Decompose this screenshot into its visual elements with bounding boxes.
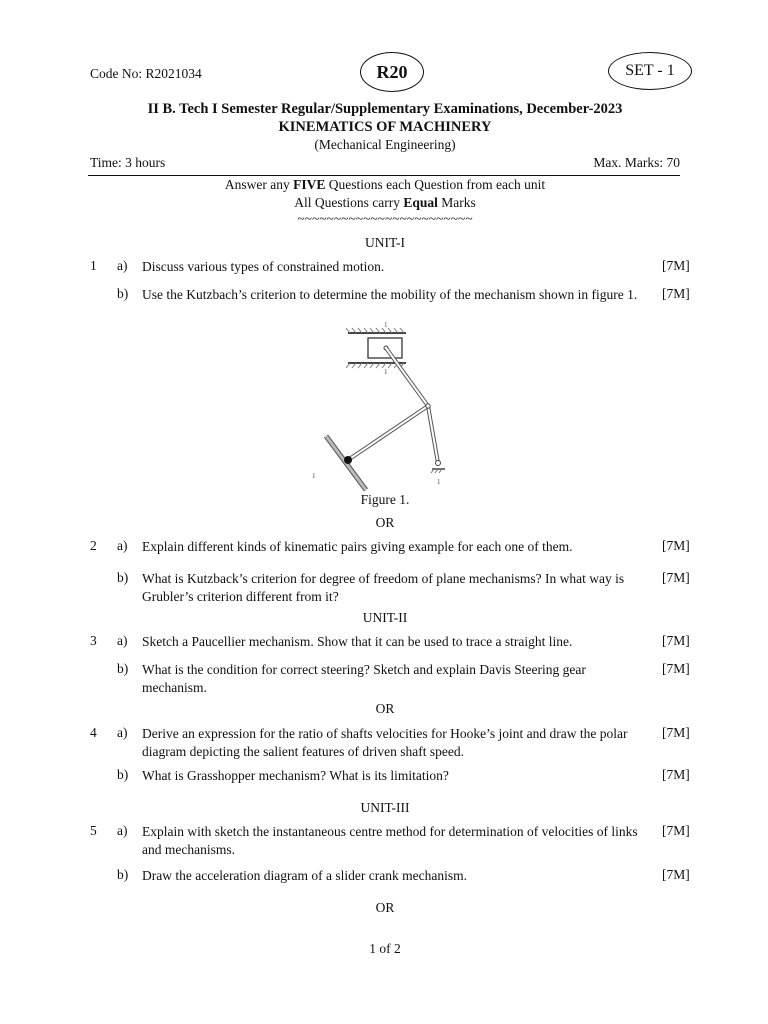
question-part: a) <box>117 538 128 553</box>
subject-title: KINEMATICS OF MACHINERY <box>278 119 492 135</box>
question-number: 4 <box>90 725 97 740</box>
question-text: Sketch a Paucellier mechanism. Show that it can be used to trace a straight line. <box>142 634 573 649</box>
instruction-separator: ~~~~~~~~~~~~~~~~~~~~~~~~ <box>297 211 473 226</box>
question-text: Use the Kutzbach’s criterion to determine the mobility of the mechanism shown in figure 1. <box>142 287 638 302</box>
question-part: b) <box>117 570 129 585</box>
question-part: b) <box>117 767 129 782</box>
question-part: b) <box>117 867 129 882</box>
question-marks: [7M] <box>662 538 690 553</box>
question-part: a) <box>117 258 128 273</box>
unit-heading: UNIT-I <box>365 235 405 250</box>
question-part: a) <box>117 823 128 838</box>
question-part: b) <box>117 286 129 301</box>
instruction-line-1: Answer any FIVE Questions each Question from each unit <box>224 177 546 192</box>
question-text: Explain with sketch the instantaneous centre method for determination of velocities of links and mechanisms. <box>142 824 638 857</box>
figure-caption: Figure 1. <box>360 492 410 507</box>
page-number: 1 of 2 <box>369 941 401 956</box>
question-marks: [7M] <box>662 767 690 782</box>
regulation-badge: R20 <box>360 52 424 92</box>
exam-title: II B. Tech I Semester Regular/Supplementary Examinations, December-2023 <box>147 101 623 117</box>
set-badge: SET - 1 <box>608 52 692 90</box>
question-text: What is Kutzback’s criterion for degree of freedom of plane mechanisms? In what way is Grubler’s criterion different from it? <box>142 571 625 604</box>
question-text: What is the condition for correct steering? Sketch and explain Davis Steering gear mechanism. <box>142 662 586 695</box>
question-text: What is Grasshopper mechanism? What is its limitation? <box>142 768 449 783</box>
header-divider <box>88 175 680 176</box>
instruction-line-2: All Questions carry Equal Marks <box>294 195 476 210</box>
or-divider: OR <box>375 515 395 530</box>
ground-label: 1 <box>384 321 388 329</box>
question-text: Discuss various types of constrained motion. <box>142 259 385 274</box>
question-number: 3 <box>90 633 97 648</box>
question-text: Draw the acceleration diagram of a slider crank mechanism. <box>142 868 467 883</box>
question-marks: [7M] <box>662 725 690 740</box>
question-part: a) <box>117 633 128 648</box>
question-marks: [7M] <box>662 286 690 301</box>
ground-label: 1 <box>312 472 316 480</box>
max-marks: Max. Marks: 70 <box>593 155 680 170</box>
unit-heading: UNIT-II <box>362 610 408 625</box>
unit-heading: UNIT-III <box>360 800 410 815</box>
question-marks: [7M] <box>662 570 690 585</box>
question-text: Explain different kinds of kinematic pairs giving example for each one of them. <box>142 539 573 554</box>
exam-duration: Time: 3 hours <box>90 155 166 170</box>
question-marks: [7M] <box>662 823 690 838</box>
or-divider: OR <box>375 900 395 915</box>
ground-label: 1 <box>384 368 388 376</box>
question-part: b) <box>117 661 129 676</box>
question-marks: [7M] <box>662 258 690 273</box>
mechanism-figure <box>300 318 470 493</box>
question-part: a) <box>117 725 128 740</box>
question-marks: [7M] <box>662 867 690 882</box>
code-number: Code No: R2021034 <box>90 66 202 81</box>
question-number: 5 <box>90 823 97 838</box>
ground-label: 1 <box>437 478 441 486</box>
branch-name: (Mechanical Engineering) <box>314 137 456 152</box>
question-text: Derive an expression for the ratio of shafts velocities for Hooke’s joint and draw the polar diagram depicting the salient features of driven shaft speed. <box>142 726 628 759</box>
question-number: 2 <box>90 538 97 553</box>
or-divider: OR <box>375 701 395 716</box>
question-marks: [7M] <box>662 633 690 648</box>
question-number: 1 <box>90 258 97 273</box>
question-marks: [7M] <box>662 661 690 676</box>
